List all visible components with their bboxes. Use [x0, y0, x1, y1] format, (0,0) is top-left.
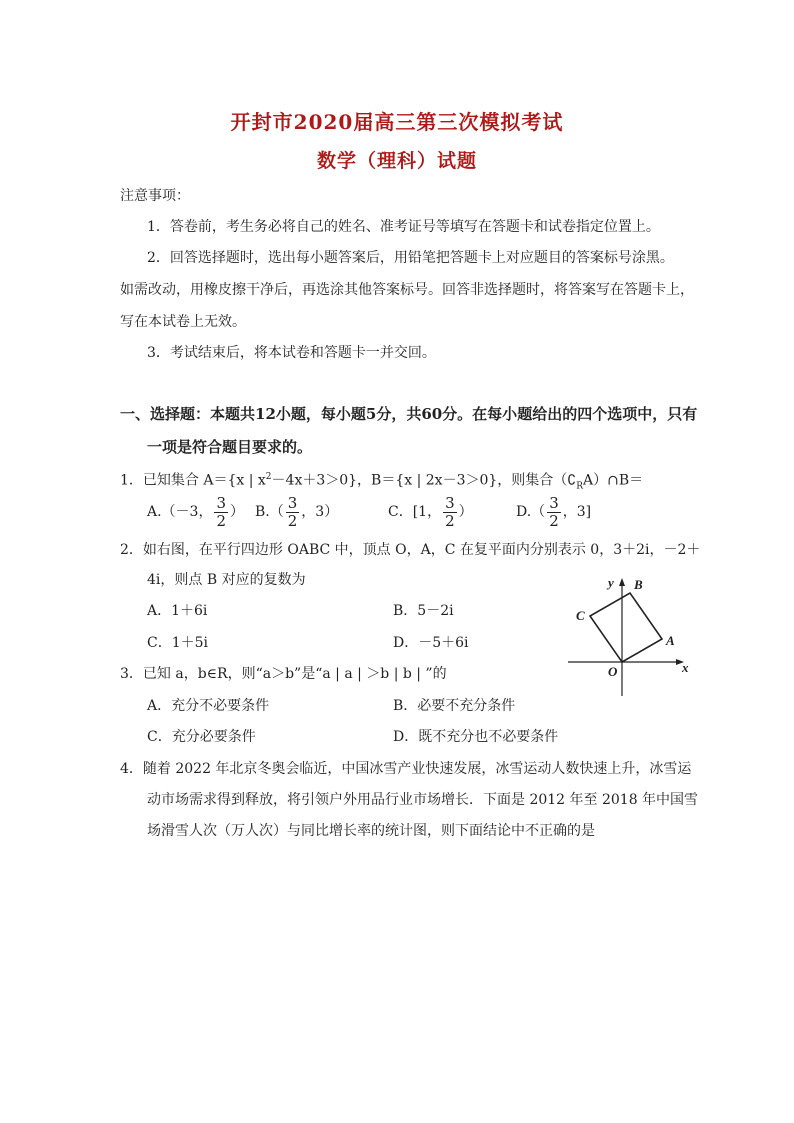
q2-option-b: B．5－2i [393, 603, 454, 619]
q3-option-d: D．既不充分也不必要条件 [393, 729, 559, 745]
q2-option-d: D．－5＋6i [393, 635, 469, 651]
q1-stem: 1．已知集合 A＝{x | $x^2-4x+3>0$}，B＝{x | 2x－3＞0}，则集合$(∁_RA)\cap B=$ [120, 472, 644, 492]
fraction: $\frac{3}{2}$ [549, 493, 559, 530]
q1-option-c: C．[1， $\frac{3}{2}$ ） [388, 493, 473, 530]
q3-stem: 3．已知 a，b∈R，则“a＞b”是“a | a | ＞b | b | ”的 [120, 666, 447, 682]
exam-subtitle: 数学（理科）试题 [316, 150, 477, 172]
parallelogram-figure [562, 572, 698, 700]
label-x: x [682, 660, 689, 675]
q3-option-a: A．充分不必要条件 [147, 698, 270, 714]
q4-stem-line2: 动市场需求得到释放，将引领户外用品行业市场增长．下面是 2012 年至 2018 年中国雪 [147, 792, 699, 808]
notes-item-3: 3．考试结束后，将本试卷和答题卡一并交回。 [147, 345, 436, 361]
q4-stem-line1: 4．随着 2022 年北京冬奥会临近，中国冰雪产业快速发展，冰雪运动人数快速上升，冰雪运 [120, 761, 692, 777]
q1-option-b: B.（ $\frac{3}{2}$ ，3） [255, 493, 339, 530]
q1-option-a: A.（－3， $\frac{3}{2}$ ） [147, 493, 245, 530]
notes-item-2-line2: 如需改动，用橡皮擦干净后，再选涂其他答案标号。回答非选择题时，将答案写在答题卡上， [120, 282, 694, 298]
notes-heading: 注意事项： [120, 188, 190, 204]
parallelogram-oabc [590, 593, 662, 662]
q2-stem-line2: 4i，则点 B 对应的复数为 [147, 572, 306, 588]
q2-stem-line1: 2．如右图，在平行四边形 OABC 中，顶点 O，A，C 在复平面内分别表示 0，3＋2i，－2＋ [120, 542, 701, 558]
label-o: O [608, 664, 618, 679]
q2-option-c: C．1＋5i [147, 635, 209, 651]
fraction: $\frac{3}{2}$ [445, 493, 455, 530]
notes-item-1: 1．答卷前，考生务必将自己的姓名、准考证号等填写在答题卡和试卷指定位置上。 [147, 219, 660, 235]
y-axis-arrow [619, 578, 625, 586]
label-y: y [608, 575, 614, 590]
q3-option-b: B．必要不充分条件 [393, 698, 516, 714]
q3-option-c: C．充分必要条件 [147, 729, 256, 745]
notes-item-2-line1: 2．回答选择题时，选出每小题答案后，用铅笔把答题卡上对应题目的答案标号涂黑。 [147, 250, 674, 266]
q1-option-d: D.（ $\frac{3}{2}$ ，3] [516, 493, 592, 530]
q2-option-a: A．1＋6i [147, 603, 208, 619]
exam-title: 开封市2020届高三第三次模拟考试 [230, 110, 564, 134]
label-c: C [576, 608, 585, 623]
fraction: $\frac{3}{2}$ [216, 493, 227, 530]
notes-item-2-line3: 写在本试卷上无效。 [120, 314, 246, 330]
q4-stem-line3: 场滑雪人次（万人次）与同比增长率的统计图，则下面结论中不正确的是 [147, 823, 595, 839]
fraction: $\frac{3}{2}$ [287, 493, 298, 530]
section-heading-line2: 一项是符合题目要求的。 [147, 438, 313, 456]
label-a: A [666, 633, 675, 648]
label-b: B [634, 577, 643, 592]
section-heading-line1: 一、选择题：本题共12小题，每小题5分，共60分。在每小题给出的四个选项中，只有 [120, 405, 698, 423]
